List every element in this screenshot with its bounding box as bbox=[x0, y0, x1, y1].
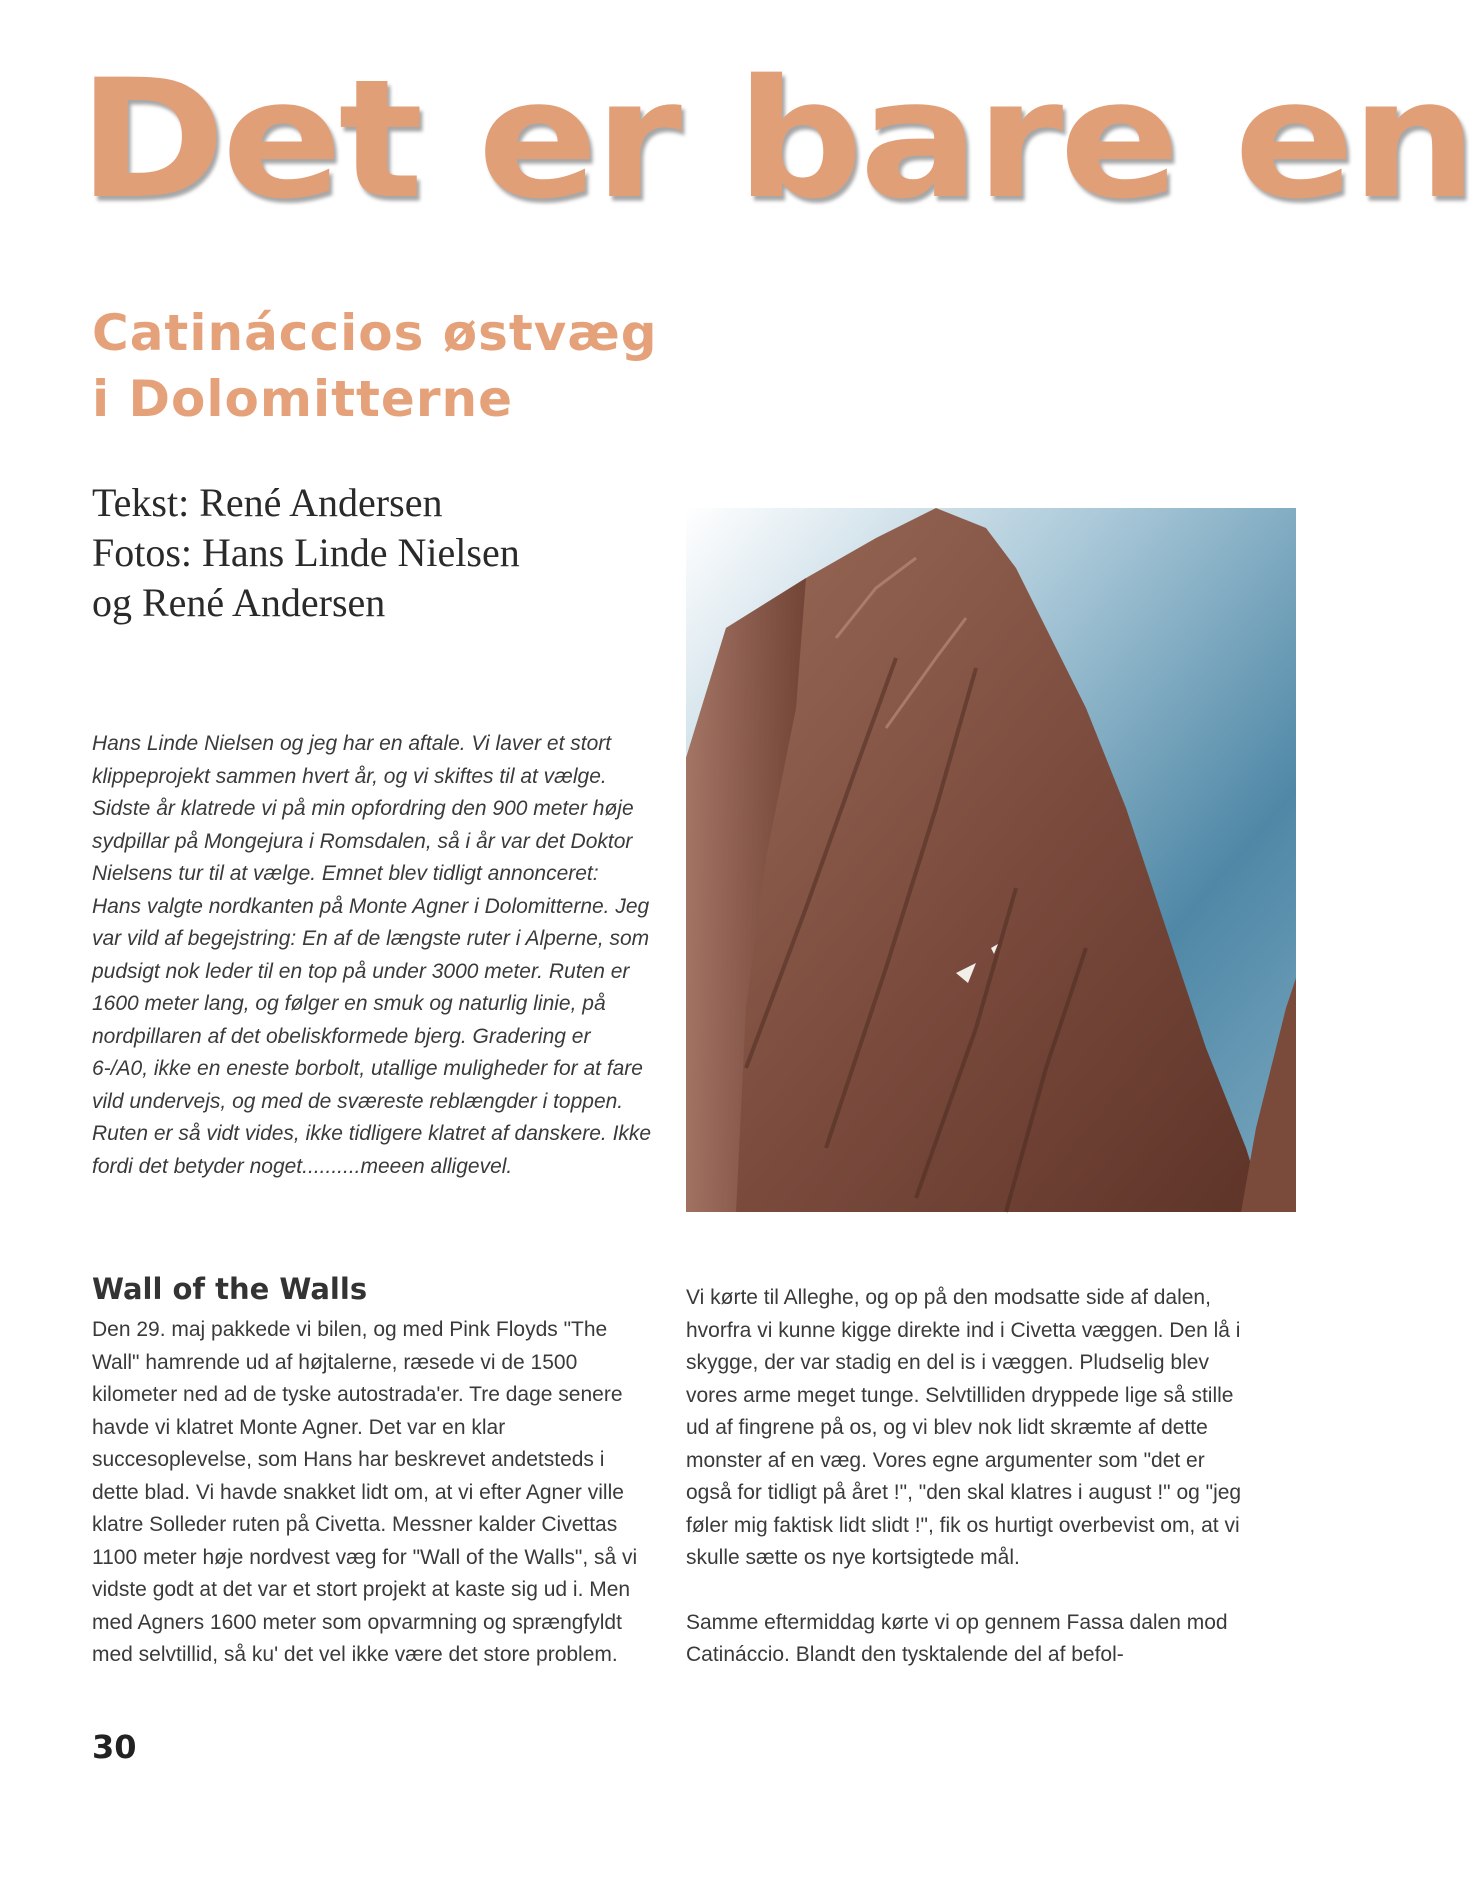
body-paragraph: Vi kørte til Alleghe, og op på den modsatte side af dalen, hvorfra vi kunne kigge direkte ind i Civetta væggen. Den lå i skygge, der var stadig en del is i væggen. Pludselig blev vores arme meget tunge. Selvtilliden dryppede lige så stille ud af fingrene på os, og vi blev nok lidt skræmte af dette monster af en væg. Vores egne argumenter som "det er også for tidligt på året !", "den skal klatres i august !" og "jeg føler mig faktisk lidt slidt !", fik os hurtigt overbevist om, at vi skulle sætte os nye kortsigtede mål. bbox=[686, 1286, 1242, 1569]
article-subtitle bbox=[92, 300, 658, 432]
article-title: Det er bare en bbox=[78, 44, 1473, 235]
credit-photos-line-2: og René Andersen bbox=[92, 580, 386, 625]
body-column-right bbox=[686, 1282, 1242, 1704]
subtitle-line-2: i Dolomitterne bbox=[92, 370, 514, 428]
subtitle-line-1: Catináccios østvæg bbox=[92, 304, 658, 362]
mountain-photo bbox=[686, 508, 1296, 1212]
article-credits bbox=[92, 478, 520, 628]
credit-text: Tekst: René Andersen bbox=[92, 480, 443, 525]
credit-photos-line-1: Fotos: Hans Linde Nielsen bbox=[92, 530, 520, 575]
body-paragraph: Den 29. maj pakkede vi bilen, og med Pink Floyds "The Wall" hamrende ud af højtalerne, ræsede vi de 1500 kilometer ned ad de tyske autostrada'er. Tre dage senere havde vi klatret Monte Agner. Det var en klar succesoplevelse, som Hans har beskrevet andetsteds i dette blad. Vi havde snakket lidt om, at vi efter Agner ville klatre Solleder ruten på Civetta. Messner kalder Civettas 1100 meter høje nordvest væg for "Wall of the Walls", så vi vidste godt at det var et stort projekt at kaste sig ud i. Men med Agners 1600 meter som opvarmning og sprængfyldt med selvtillid, så ku' det vel ikke være det store problem. bbox=[92, 1318, 638, 1666]
section-heading: Wall of the Walls bbox=[92, 1272, 368, 1306]
body-paragraph: Samme eftermiddag kørte vi op gennem Fassa dalen mod Catináccio. Blandt den tysktalende del af befol- bbox=[686, 1610, 1228, 1666]
page-number: 30 bbox=[92, 1728, 137, 1766]
body-column-left bbox=[92, 1314, 652, 1704]
intro-paragraph: Hans Linde Nielsen og jeg har en aftale. Vi laver et stort klippeprojekt sammen hvert år, og vi skiftes til at vælge. Sidste år klatrede vi på min opfordring den 900 meter høje sydpillar på Mongejura i Romsdalen, så i år var det Doktor Nielsens tur til at vælge. Emnet blev tidligt annonceret: Hans valgte nordkanten på Monte Agner i Dolomitterne. Jeg var vild af begejstring: En af de længste ruter i Alperne, som pudsigt nok leder til en top på under 3000 meter. Ruten er 1600 meter lang, og følger en smuk og naturlig linie, på nordpillaren af det obeliskformede bjerg. Gradering er 6-/A0, ikke en eneste borbolt, utallige muligheder for at fare vild undervejs, og med de sværeste reblængder i toppen. Ruten er så vidt vides, ikke tidligere klatret af danskere. Ikke fordi det betyder noget..........meeen alligevel. bbox=[92, 732, 652, 1178]
